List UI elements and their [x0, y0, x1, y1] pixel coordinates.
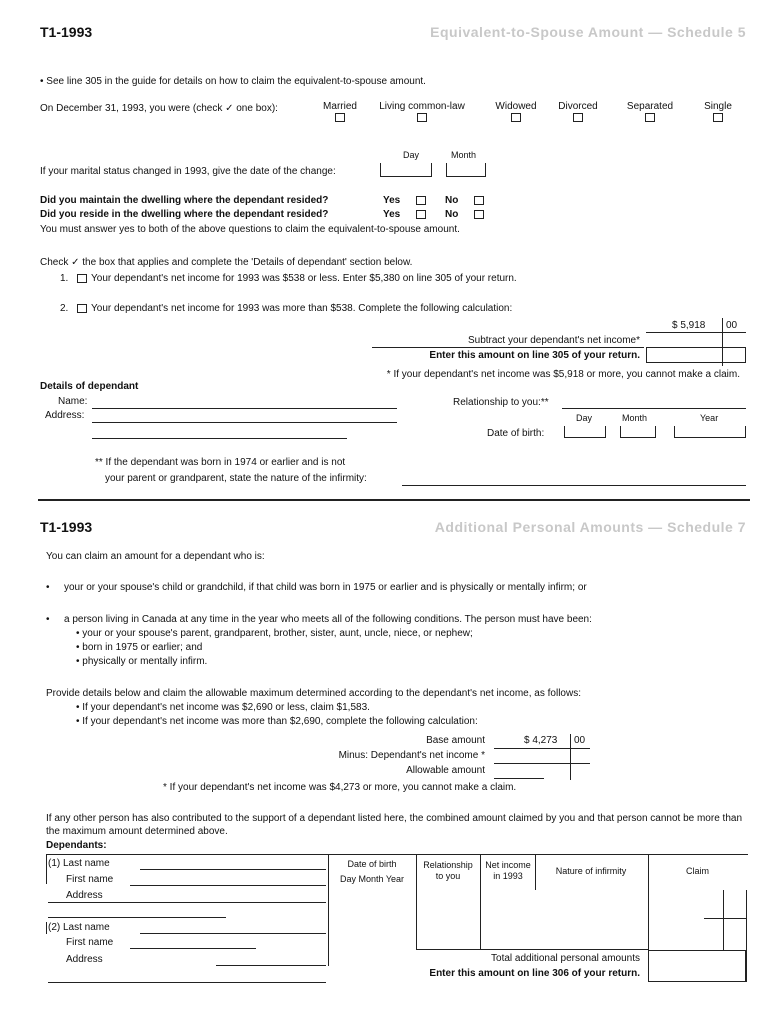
col-dob-subheader: Day Month Year [339, 874, 405, 884]
d1-first-label: First name [66, 874, 114, 885]
name-field[interactable] [92, 408, 397, 409]
s7-allowable-label: Allowable amount [406, 765, 485, 776]
status-common-law[interactable] [370, 101, 474, 123]
s7-bullet1-dot: • [46, 582, 50, 593]
s7-footnote: * If your dependant's net income was $4,273 or more, you cannot make a claim. [163, 782, 517, 793]
s7-minus-label: Minus: Dependant's net income * [338, 750, 485, 761]
s7-bullet1: your or your spouse's child or grandchild, if that child was born in 1975 or earlier and is physically or mentally infirm; or [64, 582, 587, 593]
relationship-label: Relationship to you:** [453, 397, 549, 408]
claim-row1-field[interactable] [704, 918, 746, 919]
d2-address-label: Address [66, 954, 103, 965]
d2-last-label: (2) Last name [48, 922, 110, 933]
s7-base-dollars: $ 4,273 [524, 735, 558, 746]
section-divider [38, 499, 750, 501]
status-separated-label: Separated [626, 101, 674, 112]
claim-cents-divider [723, 890, 724, 950]
line305-amount-box[interactable] [646, 347, 746, 363]
option2-text: Your dependant's net income for 1993 was more than $538. Complete the following calculation: [91, 303, 513, 314]
status-single[interactable] [696, 101, 740, 123]
s5-base-underline [646, 332, 746, 333]
d2-first-label: First name [66, 937, 114, 948]
d2-first-field[interactable] [130, 948, 256, 949]
dependants-heading: Dependants: [46, 840, 107, 851]
option2-checkbox[interactable] [77, 304, 87, 313]
details-heading: Details of dependant [40, 381, 139, 392]
s7-provide: Provide details below and claim the allowable maximum determined according to the dependant's net income, as follows: [46, 688, 581, 699]
col-rel-header-2: to you [435, 871, 461, 881]
status-separated-checkbox[interactable] [645, 113, 655, 122]
dob-label: Date of birth: [487, 428, 545, 439]
option1-checkbox[interactable] [77, 274, 87, 283]
dob-day-field[interactable] [564, 426, 606, 438]
status-widowed-label: Widowed [495, 101, 537, 112]
status-divorced-label: Divorced [558, 101, 598, 112]
s7-sub-bullet-3-text: physically or mentally infirm. [82, 656, 208, 667]
option2-number: 2. [60, 303, 69, 314]
status-married-checkbox[interactable] [335, 113, 345, 122]
s5-base-cents: 00 [726, 320, 738, 331]
s7-calc-divider [570, 734, 571, 780]
s5-calc-rule [372, 347, 644, 348]
q2-no-checkbox[interactable] [474, 210, 484, 219]
s7-sub-bullet-2: • born in 1975 or earlier; and [76, 642, 203, 653]
dwelling-q2: Did you reside in the dwelling where the dependant resided? [40, 209, 329, 220]
address-label: Address: [45, 410, 85, 421]
enter-305-label: Enter this amount on line 305 of your return. [429, 350, 640, 361]
s7-bullet2: a person living in Canada at any time in the year who meets all of the following conditions. The person must have been: [64, 614, 592, 625]
s7-base-label: Base amount [426, 735, 485, 746]
row-total-rule [416, 949, 648, 950]
option1-text: Your dependant's net income for 1993 was $538 or less. Enter $5,380 on line 305 of your return. [91, 273, 517, 284]
d2-last-field[interactable] [140, 933, 326, 934]
status-married[interactable] [318, 101, 362, 123]
s7-intro: You can claim an amount for a dependant who is: [46, 551, 265, 562]
col-net-header-2: in 1993 [493, 871, 523, 881]
s7-provide-bullet-2: • If your dependant's net income was more than $2,690, complete the following calculation: [76, 716, 478, 727]
d1-first-field[interactable] [130, 885, 326, 886]
s5-guide-note: • See line 305 in the guide for details on how to claim the equivalent-to-spouse amount. [40, 76, 426, 87]
table-left-border-2 [46, 922, 47, 934]
change-day-field[interactable] [380, 163, 432, 177]
col-claim-header: Claim [685, 866, 709, 876]
s7-sub-bullet-2-text: born in 1975 or earlier; and [82, 642, 203, 653]
status-single-checkbox[interactable] [713, 113, 723, 122]
s5-footnote: * If your dependant's net income was $5,918 or more, you cannot make a claim. [386, 369, 740, 380]
line306-amount-box[interactable] [648, 950, 746, 982]
change-month-label: Month [451, 150, 477, 160]
s7-heading: Additional Personal Amounts — Schedule 7 [434, 519, 746, 535]
s7-provide-bullet-1: • If your dependant's net income was $2,690 or less, claim $1,583. [76, 702, 370, 713]
total-label: Total additional personal amounts [491, 953, 640, 964]
s7-allowable-field[interactable] [494, 778, 544, 779]
d1-last-field[interactable] [140, 869, 326, 870]
infirm-note-1: ** If the dependant was born in 1974 or earlier and is not [95, 457, 346, 468]
dob-month-label: Month [622, 413, 648, 423]
d1-address-field-2[interactable] [48, 917, 226, 918]
s5-form-id: T1-1993 [40, 24, 93, 40]
dob-day-label: Day [576, 413, 593, 423]
relationship-field[interactable] [562, 408, 746, 409]
s7-base-underline [494, 748, 590, 749]
q2-no-label: No [445, 209, 459, 220]
q1-no-label: No [445, 195, 459, 206]
col-dob-header: Date of birth [347, 859, 397, 869]
col-net-header-1: Net income [485, 860, 531, 870]
infirm-note-2: your parent or grandparent, state the nature of the infirmity: [105, 473, 367, 484]
marital-status-label: On December 31, 1993, you were (check ✓ one box): [40, 103, 278, 114]
s7-sub-bullet-3: • physically or mentally infirm. [76, 656, 208, 667]
col-divider-dob [328, 854, 329, 966]
d1-address-label: Address [66, 890, 103, 901]
check-instruction: Check ✓ the box that applies and complete the 'Details of dependant' section below. [40, 257, 413, 268]
table-left-border [46, 854, 47, 884]
address-field-2[interactable] [92, 438, 347, 439]
table-right-border [746, 890, 747, 982]
status-married-label: Married [323, 101, 357, 112]
s7-minus-underline [494, 763, 590, 764]
s7-base-cents: 00 [574, 735, 586, 746]
dob-month-field[interactable] [620, 426, 656, 438]
q1-yes-label: Yes [383, 195, 401, 206]
d1-address-field-1[interactable] [48, 902, 326, 903]
option1-number: 1. [60, 273, 69, 284]
col-infirmity-header: Nature of infirmity [555, 866, 627, 876]
s7-provide-bullet-1-text: If your dependant's net income was $2,690 or less, claim $1,583. [82, 702, 370, 713]
q2-yes-checkbox[interactable] [416, 210, 426, 219]
q1-no-checkbox[interactable] [474, 196, 484, 205]
status-separated[interactable] [620, 101, 680, 123]
status-widowed[interactable] [490, 101, 542, 123]
d1-last-label: (1) Last name [48, 858, 110, 869]
col-rel-header-1: Relationship [423, 860, 473, 870]
name-label: Name: [58, 396, 88, 407]
s7-other-person: If any other person has also contributed to the support of a dependant listed here, the combined amount claimed by you and that person cannot be more than the maximum amount determined above. [46, 813, 743, 837]
change-day-label: Day [403, 150, 420, 160]
s7-sub-bullet-1: • your or your spouse's parent, grandparent, brother, sister, aunt, uncle, niece, or nephew; [76, 628, 473, 639]
must-answer-note: You must answer yes to both of the above questions to claim the equivalent-to-spouse amount. [40, 224, 460, 235]
change-date-label: If your marital status changed in 1993, give the date of the change: [40, 166, 336, 177]
s7-sub-bullet-1-text: your or your spouse's parent, grandparent, brother, sister, aunt, uncle, niece, or nephew; [82, 628, 473, 639]
d2-address-field-1[interactable] [216, 965, 326, 966]
status-widowed-checkbox[interactable] [511, 113, 521, 122]
dob-year-field[interactable] [674, 426, 746, 438]
s7-provide-bullet-2-text: If your dependant's net income was more than $2,690, complete the following calculation: [82, 716, 478, 727]
status-divorced-checkbox[interactable] [573, 113, 583, 122]
status-common-law-label: Living common-law [379, 101, 465, 112]
subtract-label: Subtract your dependant's net income* [467, 335, 640, 346]
status-divorced[interactable] [552, 101, 604, 123]
infirmity-field[interactable] [402, 485, 746, 486]
status-common-law-checkbox[interactable] [417, 113, 427, 122]
status-single-label: Single [704, 101, 732, 112]
s7-form-id: T1-1993 [40, 519, 93, 535]
address-field-1[interactable] [92, 422, 397, 423]
dwelling-q1: Did you maintain the dwelling where the dependant resided? [40, 195, 329, 206]
s7-bullet2-dot: • [46, 614, 50, 625]
s5-heading: Equivalent-to-Spouse Amount — Schedule 5 [430, 24, 746, 40]
q1-yes-checkbox[interactable] [416, 196, 426, 205]
change-month-field[interactable] [446, 163, 486, 177]
s5-base-dollars: $ 5,918 [672, 320, 706, 331]
dob-year-label: Year [700, 413, 719, 423]
q2-yes-label: Yes [383, 209, 401, 220]
enter-306-label: Enter this amount on line 306 of your return. [429, 968, 640, 979]
d2-address-field-2[interactable] [48, 982, 326, 983]
